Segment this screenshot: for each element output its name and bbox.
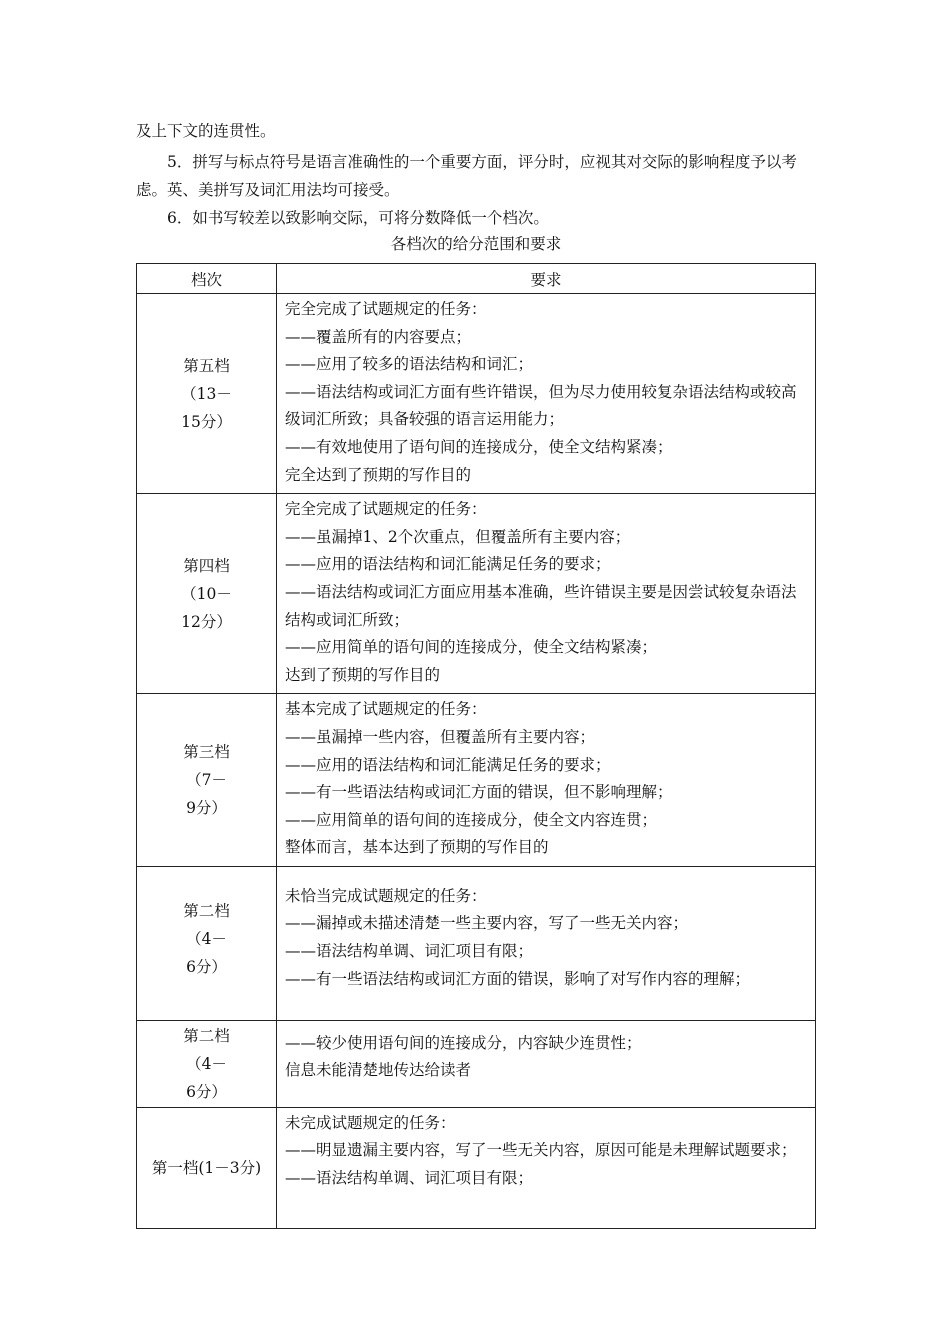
requirements-cell [277, 494, 816, 694]
level-cell [137, 1020, 277, 1107]
level-range-end: 12分） [181, 612, 232, 631]
level-range-end: 6分） [186, 957, 227, 976]
requirement-line: ——虽漏掉一些内容，但覆盖所有主要内容； [285, 727, 596, 746]
level-range-start: （7－ [186, 771, 227, 790]
requirement-line: ——有一些语法结构或词汇方面的错误，但不影响理解； [285, 783, 673, 802]
requirement-line: 未恰当完成试题规定的任务： [285, 886, 487, 905]
requirement-line: 信息未能清楚地传达给读者 [285, 1061, 472, 1080]
table-caption: 各档次的给分范围和要求 [390, 235, 562, 253]
requirements-cell [277, 1107, 816, 1228]
level-name: 第二档 [183, 1026, 230, 1045]
requirement-line: ——语法结构或词汇方面应用基本准确，些许错误主要是因尝试较复杂语法结构或词汇所致； [285, 582, 797, 629]
scoring-table [136, 263, 816, 1229]
requirement-line: 达到了预期的写作目的 [285, 665, 441, 684]
requirement-line: ——应用简单的语句间的连接成分，使全文结构紧凑； [285, 638, 658, 657]
level-name: 第四档 [183, 556, 230, 575]
rule-item-6: 6．如书写较差以致影响交际，可将分数降低一个档次。 [167, 209, 549, 227]
level-cell [137, 1107, 277, 1228]
requirement-line: ——应用了较多的语法结构和词汇； [285, 355, 534, 374]
requirement-line: 完全达到了预期的写作目的 [285, 465, 472, 484]
level-name: 第三档 [183, 743, 230, 762]
header-level: 档次 [137, 264, 277, 294]
requirement-line: ——虽漏掉1、2个次重点，但覆盖所有主要内容； [285, 527, 631, 546]
level-cell [137, 294, 277, 494]
level-cell [137, 866, 277, 1020]
requirement-line: ——较少使用语句间的连接成分，内容缺少连贯性； [285, 1033, 642, 1052]
requirement-line: ——语法结构单调、词汇项目有限； [285, 942, 534, 961]
table-row [137, 1107, 816, 1228]
requirement-line: ——有一些语法结构或词汇方面的错误，影响了对写作内容的理解； [285, 969, 751, 988]
requirement-line: ——有效地使用了语句间的连接成分，使全文结构紧凑； [285, 437, 673, 456]
requirements-cell [277, 866, 816, 1020]
requirement-line: ——应用简单的语句间的连接成分，使全文内容连贯； [285, 810, 658, 829]
requirements-cell [277, 694, 816, 867]
requirement-line: ——明显遗漏主要内容，写了一些无关内容，原因可能是未理解试题要求； [285, 1141, 797, 1160]
rule-item-5: 5．拼写与标点符号是语言准确性的一个重要方面，评分时，应视其对交际的影响程度予以考虑。英、美拼写及词汇用法均可接受。 [136, 153, 797, 199]
level-range-start: （13－ [181, 384, 232, 403]
level-name: 第五档 [183, 356, 230, 375]
level-cell [137, 494, 277, 694]
requirement-line: ——应用的语法结构和词汇能满足任务的要求； [285, 555, 611, 574]
level-name: 第一档(1－3分) [151, 1158, 262, 1177]
requirements-cell [277, 1020, 816, 1107]
table-row [137, 1020, 816, 1107]
table-row [137, 494, 816, 694]
requirement-line: 整体而言，基本达到了预期的写作目的 [285, 838, 549, 857]
requirement-line: ——语法结构或词汇方面有些许错误，但为尽力使用较复杂语法结构或较高级词汇所致；具备较强的语言运用能力； [285, 382, 797, 429]
table-row [137, 294, 816, 494]
level-range-end: 9分） [186, 799, 227, 818]
header-requirements: 要求 [277, 264, 816, 294]
table-row [137, 866, 816, 1020]
level-name: 第二档 [183, 901, 230, 920]
level-range-start: （4－ [186, 1054, 227, 1073]
level-range-end: 15分） [181, 412, 232, 431]
requirement-line: 完全完成了试题规定的任务： [285, 500, 487, 519]
requirement-line: ——覆盖所有的内容要点； [285, 327, 472, 346]
requirement-line: 基本完成了试题规定的任务： [285, 700, 487, 719]
level-range-start: （4－ [186, 929, 227, 948]
requirement-line: ——语法结构单调、词汇项目有限； [285, 1169, 534, 1188]
requirement-line: ——应用的语法结构和词汇能满足任务的要求； [285, 755, 611, 774]
requirements-cell [277, 294, 816, 494]
level-cell [137, 694, 277, 867]
requirement-line: ——漏掉或未描述清楚一些主要内容，写了一些无关内容； [285, 914, 689, 933]
requirement-line: 完全完成了试题规定的任务： [285, 300, 487, 318]
requirement-line: 未完成试题规定的任务： [285, 1113, 456, 1132]
table-header-row [137, 264, 816, 294]
level-range-end: 6分） [186, 1082, 227, 1101]
level-range-start: （10－ [181, 584, 232, 603]
table-row [137, 694, 816, 867]
intro-continuation: 及上下文的连贯性。 [136, 122, 276, 140]
